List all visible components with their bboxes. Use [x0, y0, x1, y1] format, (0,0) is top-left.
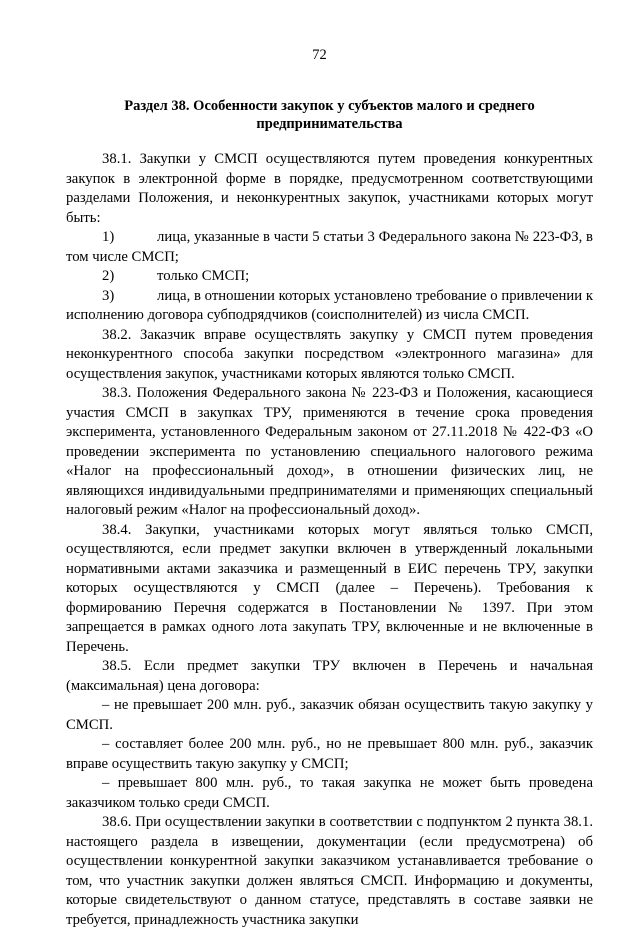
dash-item: – составляет более 200 млн. руб., но не превышает 800 млн. руб., заказчик вправе осуществить такую закупку у СМСП; — [66, 736, 593, 772]
paragraph-38-5: 38.5. Если предмет закупки ТРУ включен в Перечень и начальная (максимальная) цена договора: — [66, 658, 593, 694]
list-item — [66, 228, 593, 267]
list-item-number: 3) — [102, 287, 115, 304]
list-item — [66, 267, 593, 287]
list-item-text: лица, указанные в части 5 статьи 3 Федерального закона № 223-ФЗ, в том числе СМСП; — [66, 229, 593, 265]
paragraph-38-6: 38.6. При осуществлении закупки в соответствии с подпунктом 2 пункта 38.1. настоящего раздела в извещении, документации (если предусмотрена) об осуществлении конкурентной закупки заказчиком устанавливается требование о том, что участник закупки должен являться СМСП. Информацию и документы, которые свидетельствуют о данном статусе, представлять в составе заявки не требуется, принадлежность участника закупки — [66, 814, 593, 928]
paragraph-38-1: 38.1. Закупки у СМСП осуществляются путем проведения конкурентных закупок в электронной форме в порядке, предусмотренном соответствующими разделами Положения, и неконкурентных закупок, участниками которых могут быть: — [66, 151, 593, 226]
list-item-text: лица, в отношении которых установлено требование о привлечении к исполнению договора субподрядчиков (соисполнителей) из числа СМСП. — [66, 287, 593, 323]
list-item-text: только СМСП; — [157, 268, 250, 284]
paragraph-38-4: 38.4. Закупки, участниками которых могут являться только СМСП, осуществляются, если предмет закупки включен в утвержденный локальными нормативными актами заказчика и размещенный в ЕИС перечень ТРУ, закупки которых осуществляются у СМСП (далее – Перечень). Требования к формированию Перечня содержатся в Постановлении № 1397. При этом запрещается в рамках одного лота закупать ТРУ, включенные и не включенные в Перечень. — [66, 521, 593, 655]
paragraph-38-3: 38.3. Положения Федерального закона № 223-ФЗ и Положения, касающиеся участия СМСП в закупках ТРУ, применяются в течение срока проведения эксперимента, установленного Федеральным законом от 27.11.2018 № 422-ФЗ «О проведении эксперимента по установлению специального налогового режима «Налог на профессиональный доход», в отношении физических лиц, не являющихся индивидуальными предпринимателями и применяющих специальный налоговый режим «Налог на профессиональный доход». — [66, 385, 593, 518]
document-body — [66, 150, 593, 930]
page-number: 72 — [312, 47, 327, 63]
paragraph-38-2: 38.2. Заказчик вправе осуществлять закупку у СМСП путем проведения неконкурентного способа закупки посредством «электронного магазина» для осуществления закупок, участниками которых являются только СМСП. — [66, 326, 593, 382]
list-item-number: 1) — [102, 229, 115, 245]
section-title: Раздел 38. Особенности закупок у субъектов малого и среднего предпринимательства — [124, 98, 535, 132]
list-item — [66, 287, 593, 326]
dash-item: – не превышает 200 млн. руб., заказчик обязан осуществить такую закупку у СМСП. — [66, 697, 593, 733]
list-item-number: 2) — [102, 268, 115, 284]
dash-item: – превышает 800 млн. руб., то такая закупка не может быть проведена заказчиком только среди СМСП. — [66, 775, 593, 811]
